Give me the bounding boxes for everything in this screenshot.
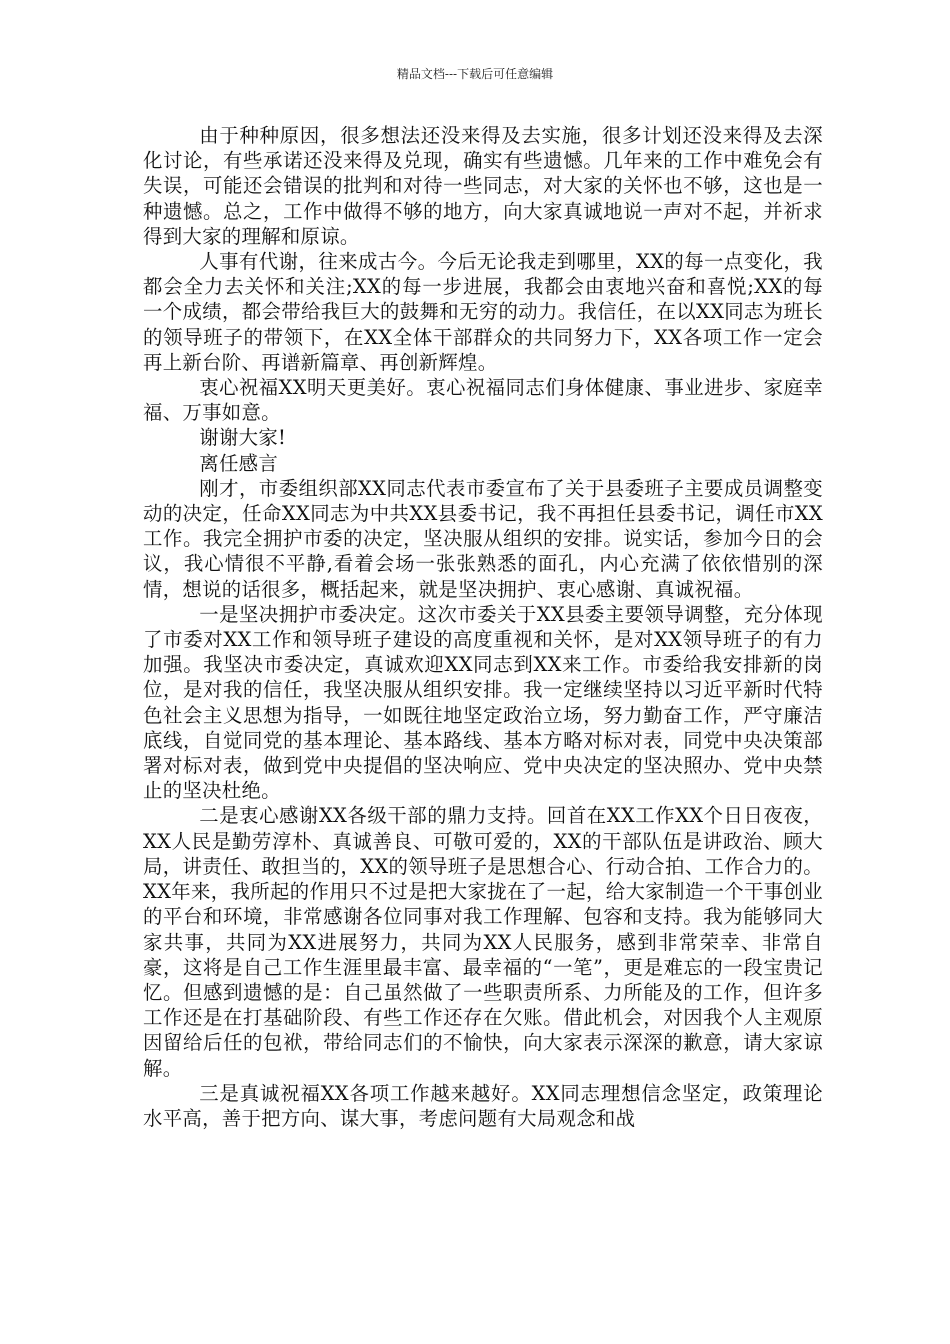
paragraph-regrets: 由于种种原因，很多想法还没来得及去实施，很多计划还没来得及去深化讨论，有些承诺还没来得及兑现，确实有些遗憾。几年来的工作中难免会有失误，可能还会错误的批判和对待一些同志，对大家的关怀也不够，这也是一种遗憾。总之，工作中做得不够的地方，向大家真诚地说一声对不起，并祈求得到大家的理解和原谅。 xyxy=(143,124,823,248)
paragraph-point-one: 一是坚决拥护市委决定。这次市委关于XX县委主要领导调整，充分体现了市委对XX工作和领导班子建设的高度重视和关怀，是对XX领导班子的有力加强。我坚决市委决定，真诚欢迎XX同志到XX来工作。市委给我安排新的岗位，是对我的信任，我坚决服从组织安排。我一定继续坚持以习近平新时代特色社会主义思想为指导，一如既往地坚定政治立场，努力勤奋工作，严守廉洁底线，自觉同党的基本理论、基本路线、基本方略对标对表，同党中央决策部署对标对表，做到党中央提倡的坚决响应、党中央决定的坚决照办、党中央禁止的坚决杜绝。 xyxy=(143,602,823,803)
paragraph-point-two: 二是衷心感谢XX各级干部的鼎力支持。回首在XX工作XX个日日夜夜，XX人民是勤劳淳朴、真诚善良、可敬可爱的，XX的干部队伍是讲政治、顾大局，讲责任、敢担当的，XX的领导班子是思想合心、行动合拍、工作合力的。XX年来，我所起的作用只不过是把大家拢在了一起，给大家制造一个干事创业的平台和环境，非常感谢各位同事对我工作理解、包容和支持。我为能够同大家共事，共同为XX进展努力，共同为XX人民服务，感到非常荣幸、非常自豪，这将是自己工作生涯里最丰富、最幸福的“一笔”，更是难忘的一段宝贵记忆。但感到遗憾的是：自己虽然做了一些职责所系、力所能及的工作，但许多工作还是在打基础阶段、有些工作还存在欠账。借此机会，对因我个人主观原因留给后任的包袱，带给同志们的不愉快，向大家表示深深的歉意，请大家谅解。 xyxy=(143,804,823,1080)
document-body xyxy=(143,123,823,1131)
page-header: 精品文档---下载后可任意编辑 xyxy=(396,67,554,81)
paragraph-thanks: 谢谢大家! xyxy=(199,426,287,450)
paragraph-point-three: 三是真诚祝福XX各项工作越来越好。XX同志理想信念坚定，政策理论水平高，善于把方向、谋大事，考虑问题有大局观念和战 xyxy=(143,1081,823,1130)
paragraph-blessing: 衷心祝福XX明天更美好。衷心祝福同志们身体健康、事业进步、家庭幸福、万事如意。 xyxy=(143,376,823,425)
paragraph-announcement: 刚才，市委组织部XX同志代表市委宣布了关于县委班子主要成员调整变动的决定，任命XX同志为中共XX县委书记，我不再担任县委书记，调任市XX工作。我完全拥护市委的决定，坚决服从组织的安排。说实话，参加今日的会议，我心情很不平静,看着会场一张张熟悉的面孔，内心充满了依依惜别的深情，想说的话很多，概括起来，就是坚决拥护、衷心感谢、真诚祝福。 xyxy=(143,476,823,601)
paragraph-future-wishes: 人事有代谢，往来成古今。今后无论我走到哪里，XX的每一点变化，我都会全力去关怀和关注;XX的每一步进展，我都会由衷地兴奋和喜悦;XX的每一个成绩，都会带给我巨大的鼓舞和无穷的动力。我信任，在以XX同志为班长的领导班子的带领下，在XX全体干部群众的共同努力下，XX各项工作一定会再上新台阶、再谱新篇章、再创新辉煌。 xyxy=(143,250,823,374)
section-heading: 离任感言 xyxy=(199,451,279,475)
